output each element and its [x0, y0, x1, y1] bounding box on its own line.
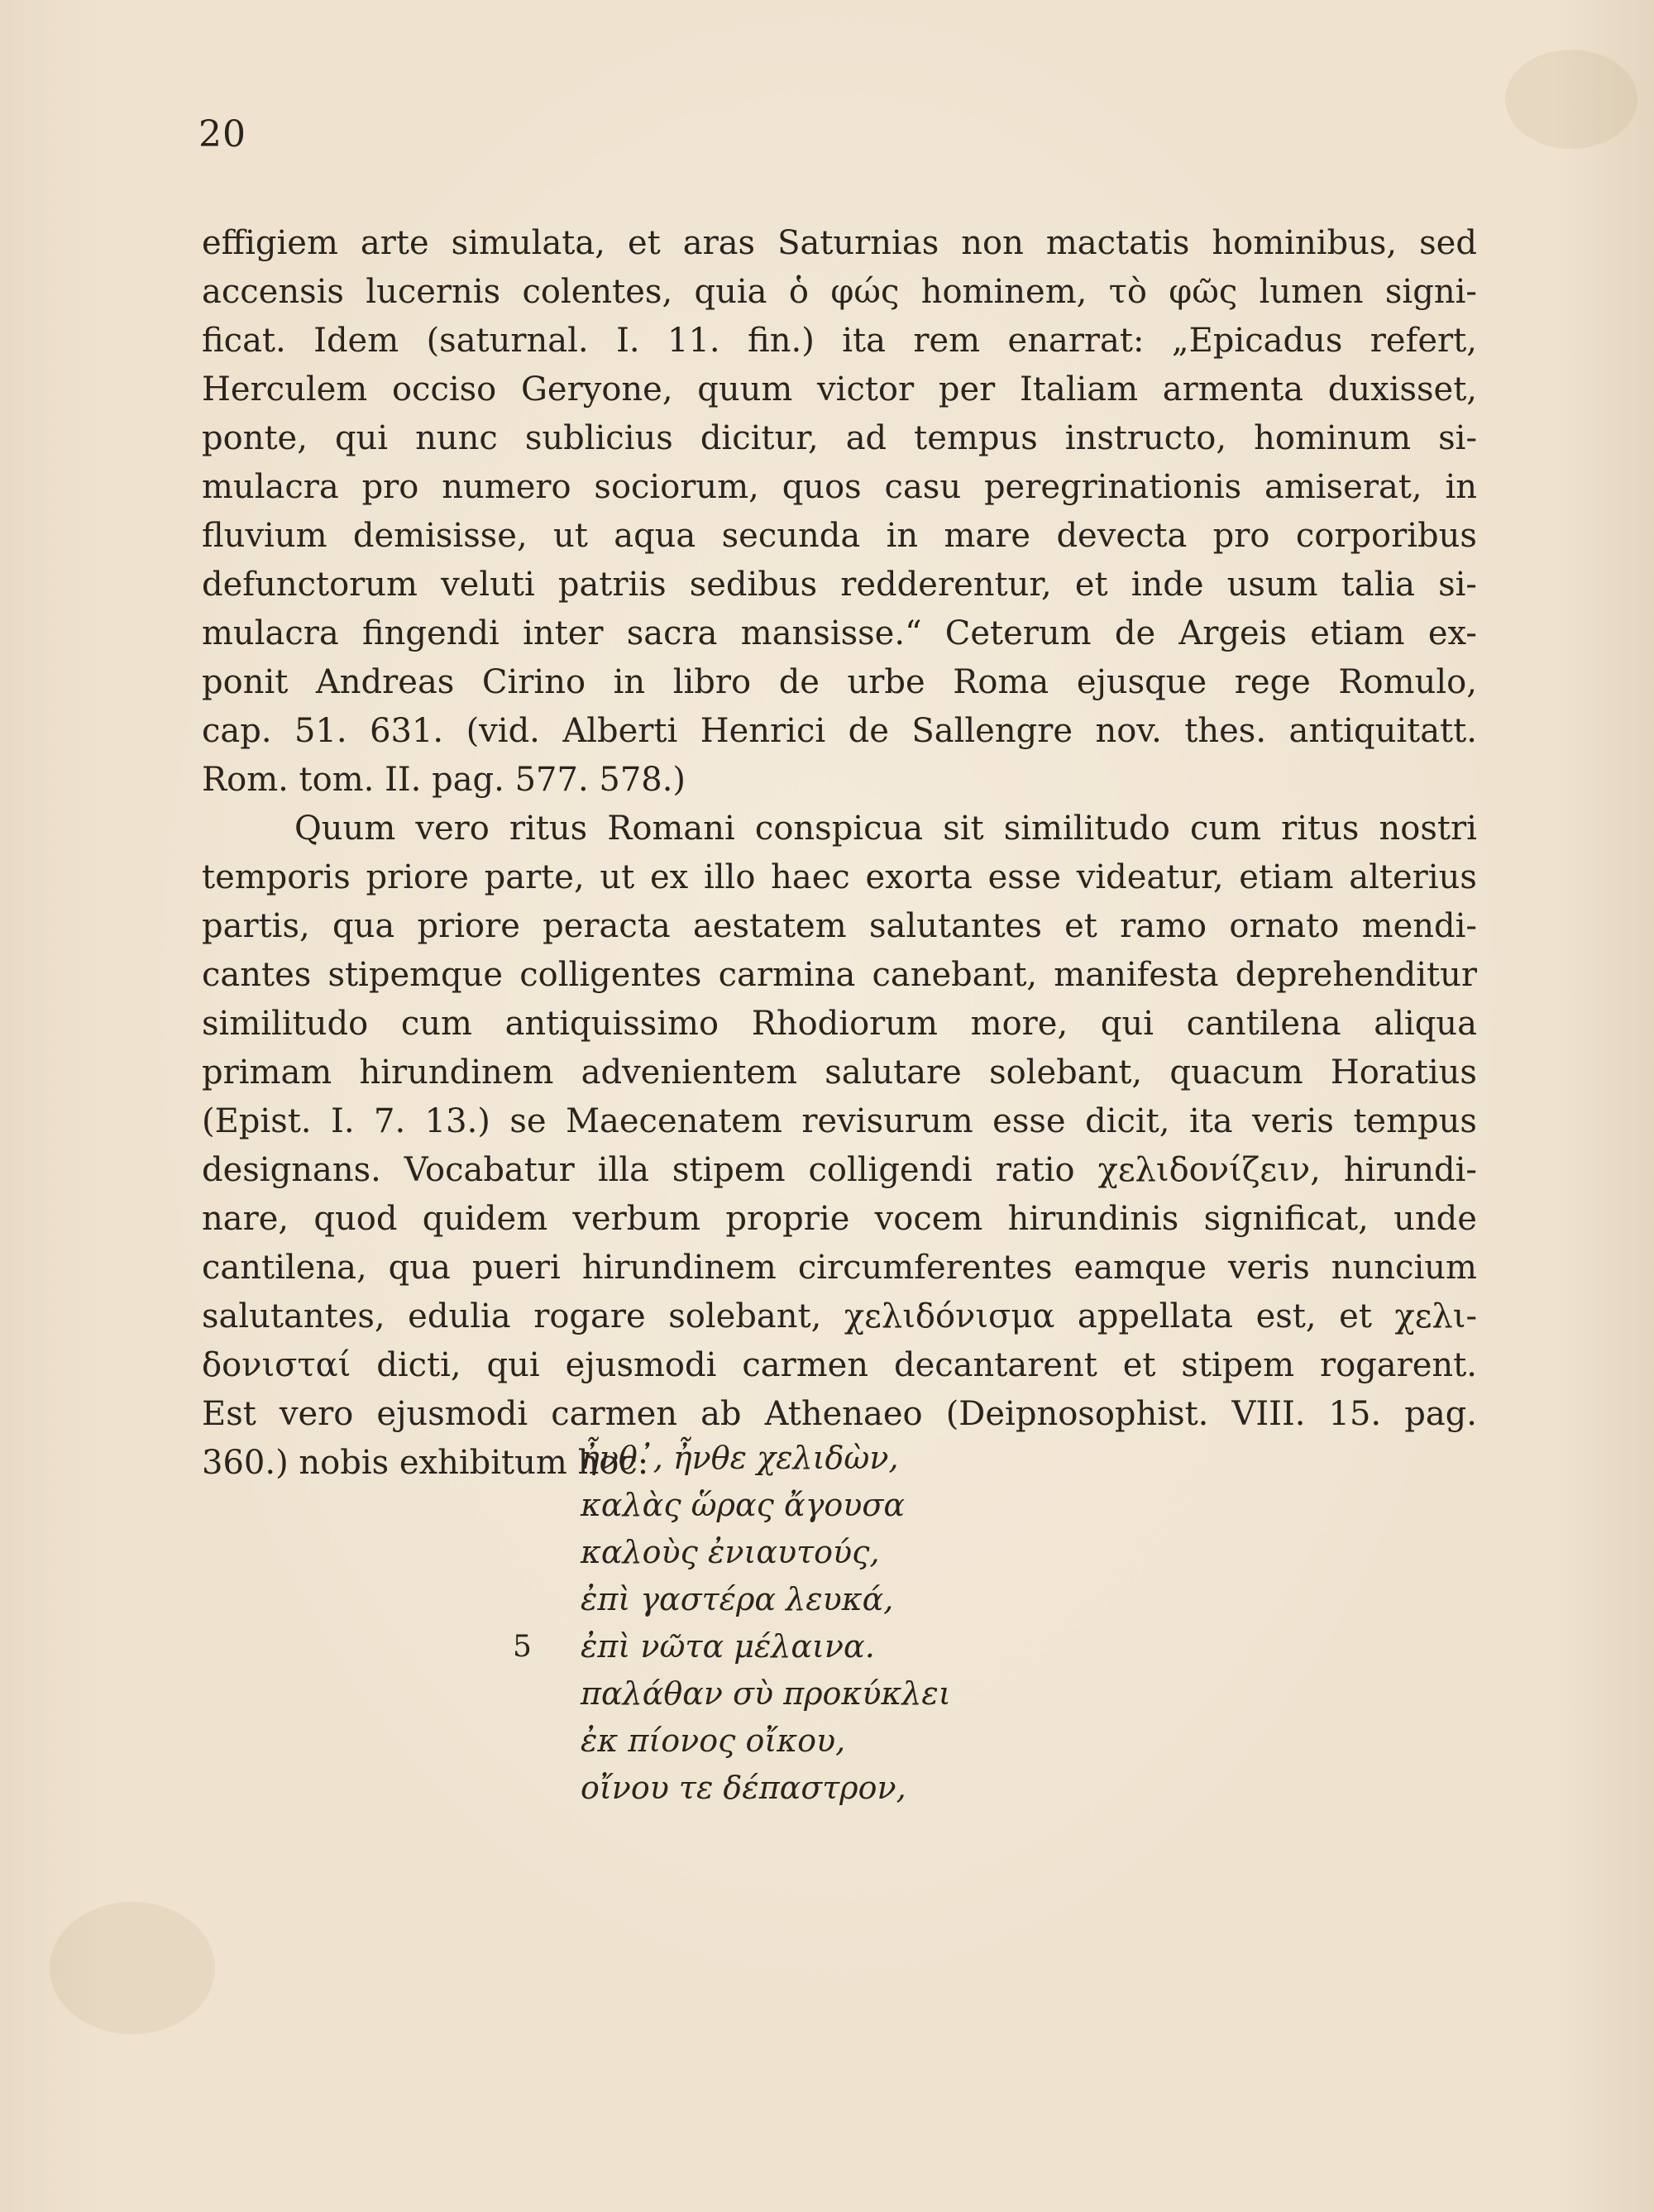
text-line: salutantes, edulia rogare solebant, χελιδόνισμα appellata est, et χελι-: [202, 1297, 1477, 1335]
poem-line: [513, 1670, 951, 1718]
poem-line: [513, 1435, 951, 1482]
text-line: fluvium demisisse, ut aqua secunda in mare devecta pro corporibus: [202, 517, 1477, 555]
paper-stain: [1505, 50, 1637, 149]
poem-line: [513, 1623, 951, 1670]
text-line: primam hirundinem advenientem salutare solebant, quacum Horatius: [202, 1053, 1477, 1092]
poem-line: [513, 1482, 951, 1529]
text-line: (Epist. I. 7. 13.) se Maecenatem revisurum esse dicit, ita veris tempus: [202, 1102, 1477, 1140]
text-line: cantes stipemque colligentes carmina canebant, manifesta deprehenditur: [202, 956, 1477, 994]
text-line: ficat. Idem (saturnal. I. 11. fin.) ita rem enarrat: „Epicadus refert,: [202, 322, 1477, 360]
poem-line-text: οἴνου τε δέπαστρον,: [581, 1770, 906, 1806]
page-number: 20: [198, 113, 246, 155]
poem-line-text: ἦνθ᾽, ἦνθε χελιδὼν,: [581, 1440, 899, 1476]
poem-line-text: ἐκ πίονος οἴκου,: [581, 1722, 846, 1759]
text-line: defunctorum veluti patriis sedibus redderentur, et inde usum talia si-: [202, 566, 1477, 604]
text-line: nare, quod quidem verbum proprie vocem hirundinis significat, unde: [202, 1200, 1477, 1238]
text-line: Rom. tom. II. pag. 577. 578.): [202, 761, 686, 799]
poem-line: [513, 1529, 951, 1576]
poem-line-text: ἐπὶ γαστέρα λευκά,: [581, 1581, 894, 1617]
text-line: mulacra pro numero sociorum, quos casu peregrinationis amiserat, in: [202, 468, 1477, 506]
text-line: cap. 51. 631. (vid. Alberti Henrici de Sallengre nov. thes. antiquitatt.: [202, 712, 1477, 750]
text-line: accensis lucernis colentes, quia ὁ φώς hominem, τὸ φῶς lumen signi-: [202, 273, 1477, 311]
poem-line-text: καλοὺς ἐνιαυτούς,: [581, 1534, 880, 1570]
paragraph-start-line: Quum vero ritus Romani conspicua sit similitudo cum ritus nostri: [294, 810, 1477, 848]
poem-line: [513, 1718, 951, 1765]
text-line: partis, qua priore peracta aestatem salutantes et ramo ornato mendi-: [202, 907, 1477, 945]
body-text: [202, 219, 1477, 1488]
text-line: δονισταί dicti, qui ejusmodi carmen decantarent et stipem rogarent.: [202, 1346, 1477, 1384]
poem-line: [513, 1576, 951, 1623]
poem-line-text: ἐπὶ νῶτα μέλαινα.: [581, 1628, 875, 1665]
poem-line-text: καλὰς ὥρας ἄγουσα: [581, 1487, 905, 1523]
text-line: 360.) nobis exhibitum hoc:: [202, 1444, 649, 1482]
text-line: similitudo cum antiquissimo Rhodiorum more, qui cantilena aliqua: [202, 1005, 1477, 1043]
verse-number: 5: [513, 1630, 532, 1664]
poem-line: [513, 1765, 951, 1812]
text-line: Est vero ejusmodi carmen ab Athenaeo (Deipnosophist. VIII. 15. pag.: [202, 1395, 1477, 1433]
text-line: ponit Andreas Cirino in libro de urbe Roma ejusque rege Romulo,: [202, 663, 1477, 701]
text-line: ponte, qui nunc sublicius dicitur, ad tempus instructo, hominum si-: [202, 419, 1477, 457]
poem-line-text: παλάθαν σὺ προκύκλει: [581, 1675, 951, 1712]
text-line: effigiem arte simulata, et aras Saturnias non mactatis hominibus, sed: [202, 224, 1477, 262]
text-line: mulacra fingendi inter sacra mansisse.“ Ceterum de Argeis etiam ex-: [202, 614, 1477, 652]
greek-poem: [513, 1435, 951, 1812]
text-line: designans. Vocabatur illa stipem colligendi ratio χελιδονίζειν, hirundi-: [202, 1151, 1477, 1189]
text-line: cantilena, qua pueri hirundinem circumferentes eamque veris nuncium: [202, 1249, 1477, 1287]
paper-stain: [50, 1902, 215, 2034]
text-line: temporis priore parte, ut ex illo haec exorta esse videatur, etiam alterius: [202, 858, 1477, 896]
text-line: Herculem occiso Geryone, quum victor per Italiam armenta duxisset,: [202, 370, 1477, 408]
